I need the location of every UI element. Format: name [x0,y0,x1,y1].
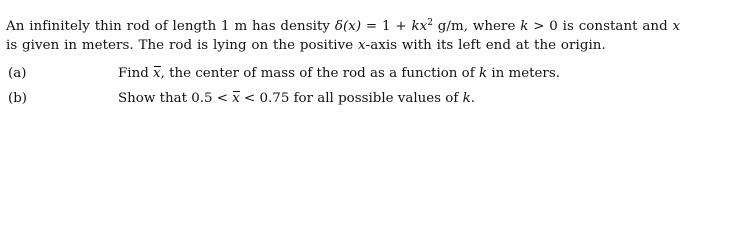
part-b-label: (b) [8,91,28,106]
part-a-text-mid: , the center of mass of the rod as a function of [160,66,479,81]
part-b-k: k [462,91,471,106]
density-unit: g/m, where [433,19,521,34]
part-a-text-post: in meters. [487,66,560,81]
density-exponent: 2 [427,18,433,28]
part-b [6,89,732,108]
intro-text: An infinitely thin rod of length 1 m has density [6,19,335,34]
density-argument: (x) [342,19,362,34]
problem-statement [6,0,734,127]
problem-intro [6,17,732,55]
density-equals: = 1 + [361,19,412,34]
part-b-text-mid: < 0.75 for all possible values of [239,91,463,106]
part-a-label: (a) [8,66,27,81]
axis-variable: x [358,38,366,53]
density-x: x [419,19,428,34]
part-b-text-post: . [470,91,475,106]
part-b-text-pre: Show that 0.5 < [118,91,233,106]
part-a [6,64,732,83]
intro-line-2 [6,36,732,55]
x-bar-symbol: x [153,66,161,81]
part-a-k: k [478,66,488,81]
intro-text-2b: -axis with its left end at the origin. [365,38,606,53]
intro-line-1 [6,17,732,36]
x-bar-symbol: x [232,91,240,106]
intro-text-2a: is given in meters. The rod is lying on the positive [6,38,359,53]
x-variable: x [672,19,681,34]
density-k: k [411,19,420,34]
part-a-text [118,64,560,83]
k-variable: k [520,19,529,34]
part-b-text [118,89,475,108]
part-a-text-pre: Find [118,66,154,81]
density-symbol: δ [334,19,343,34]
k-condition: > 0 is constant and [528,19,673,34]
